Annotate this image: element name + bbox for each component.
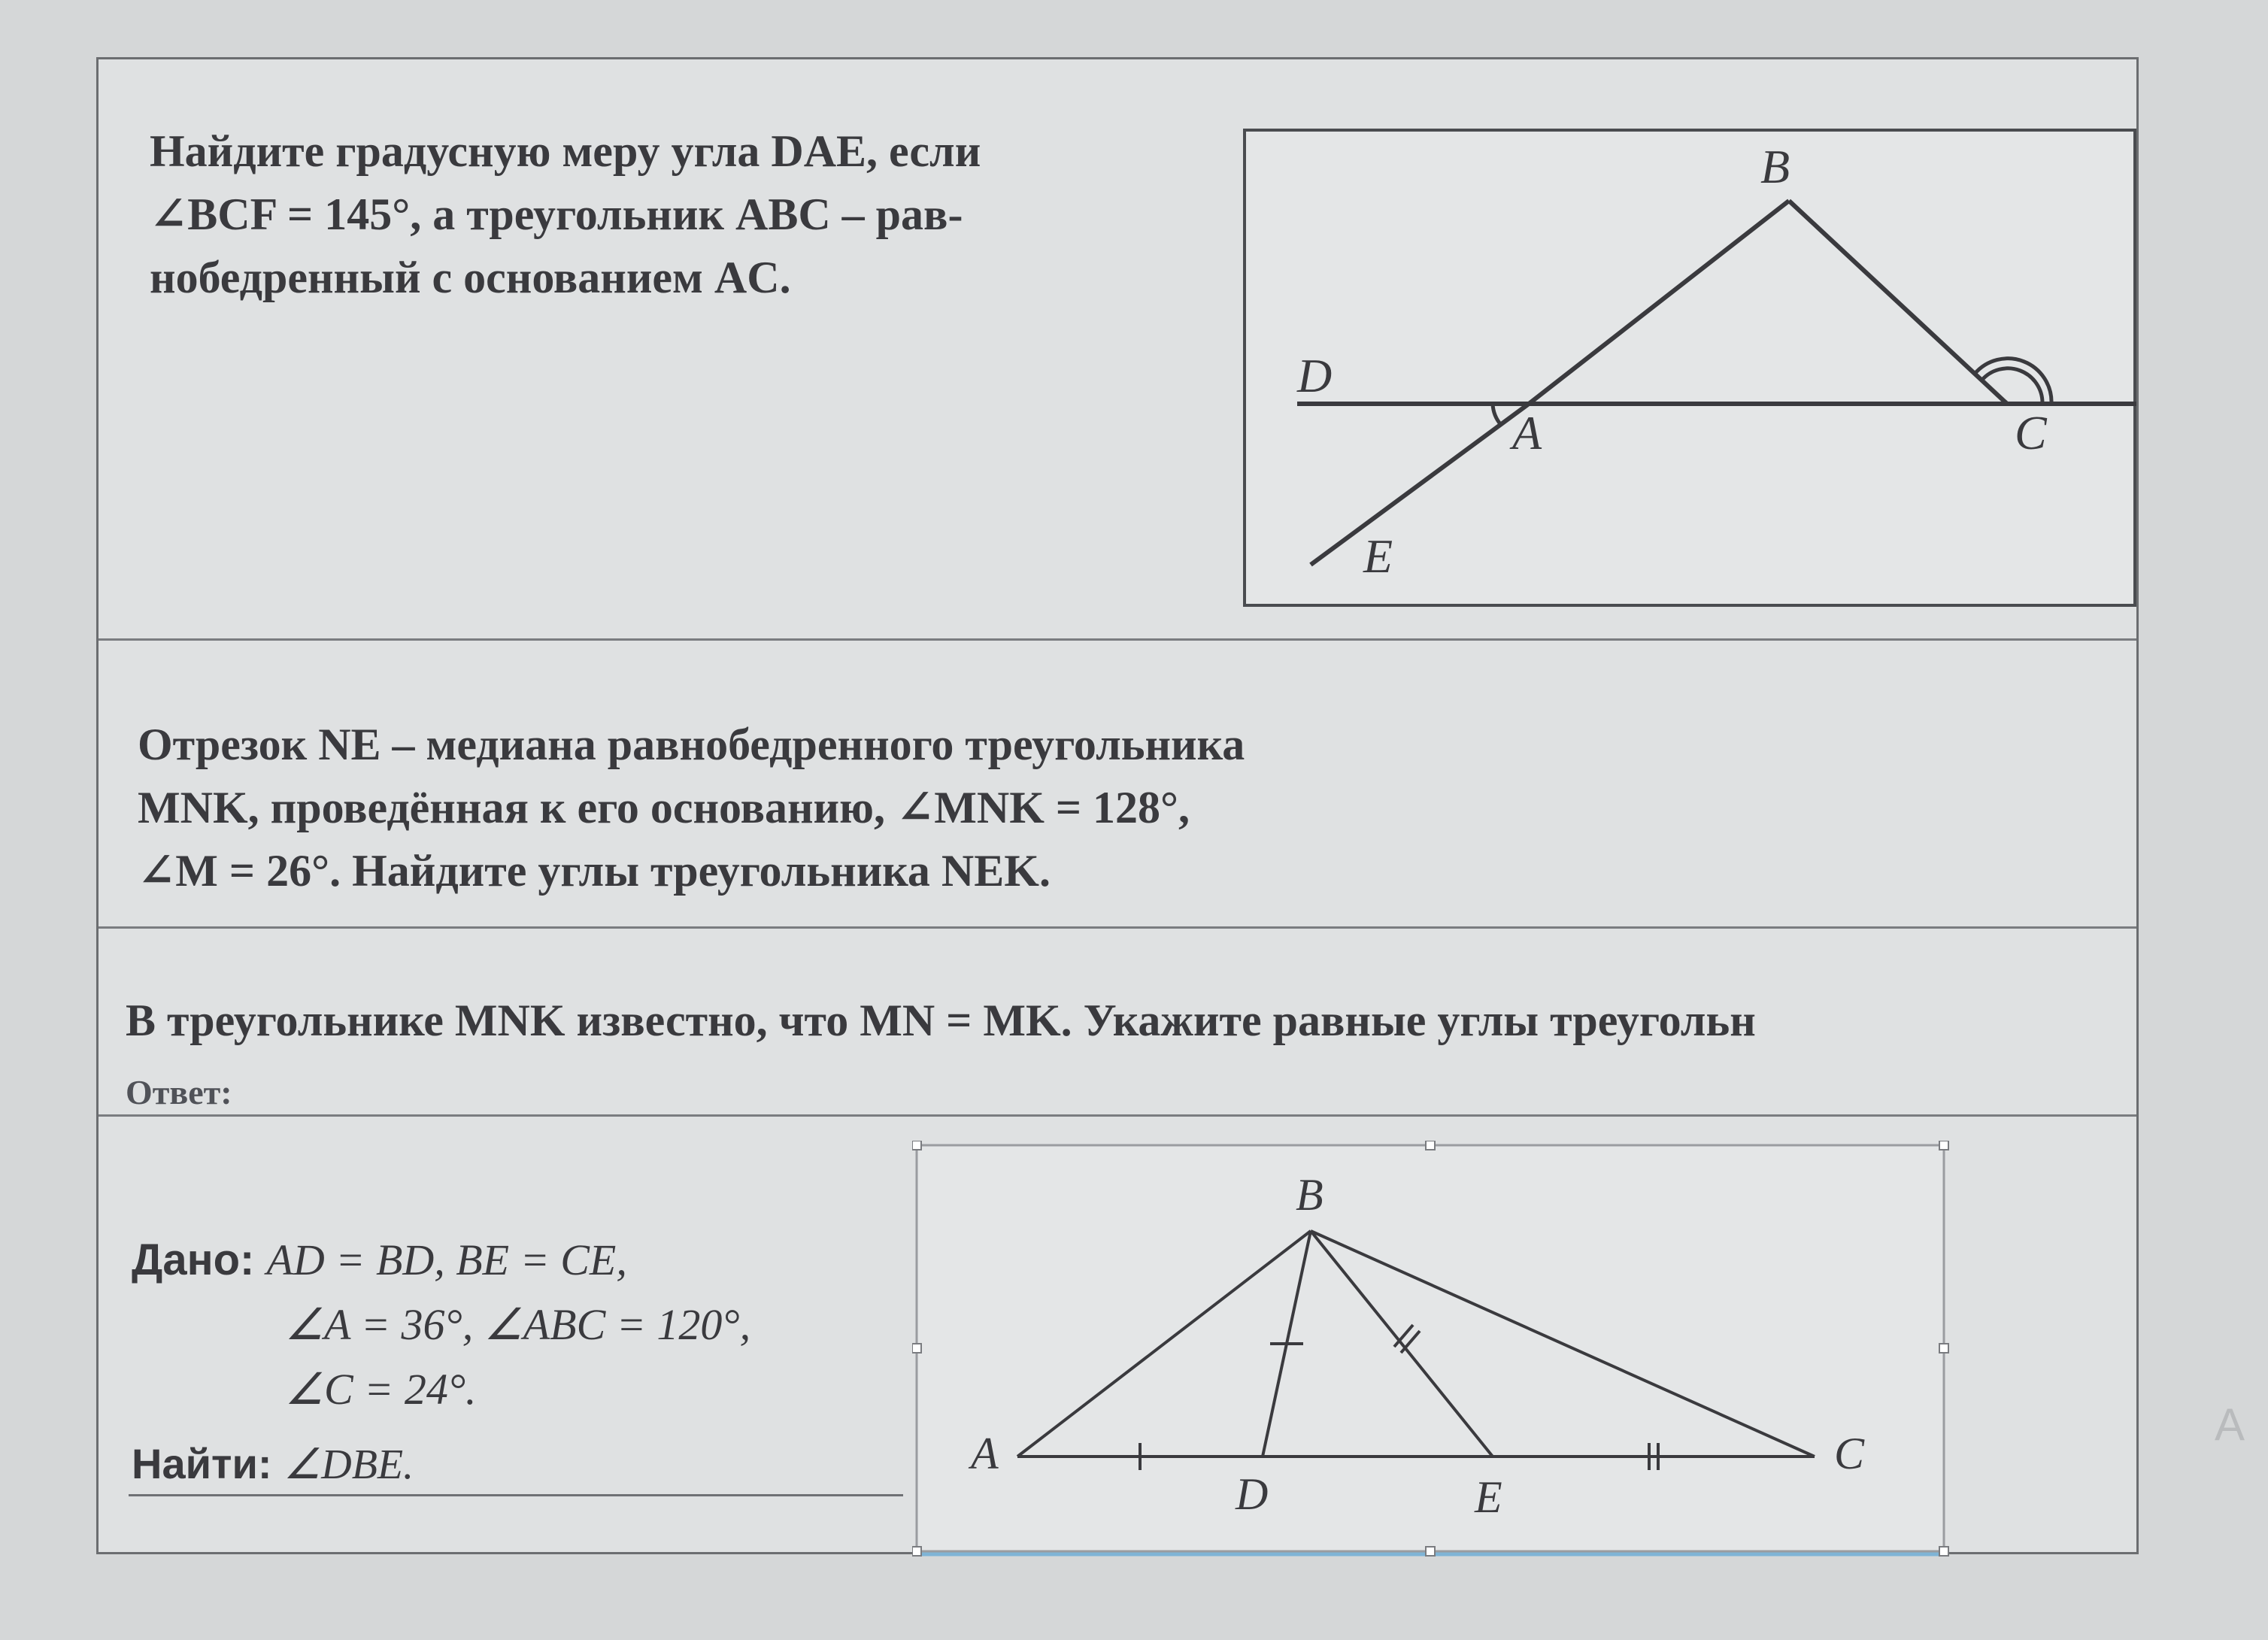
- task-3-cut-off-text: Ответ:: [126, 1073, 232, 1111]
- worksheet-table: [96, 57, 2139, 1554]
- label-e: E: [1475, 1472, 1502, 1522]
- label-b: B: [1760, 140, 1790, 193]
- task-1-row: [99, 59, 2136, 641]
- label-a: A: [1512, 406, 1542, 459]
- label-c: C: [1834, 1429, 1865, 1478]
- given-line-3: ∠C = 24°.: [285, 1365, 477, 1414]
- background-edge-text: A: [2215, 1399, 2245, 1450]
- task-2-text: [138, 713, 1612, 902]
- given-label: Дано:: [132, 1235, 255, 1284]
- given-line-1: AD = BD, BE = CE,: [266, 1235, 627, 1284]
- task-4-row: [99, 1117, 2136, 1550]
- find-block: [132, 1432, 414, 1496]
- task-2-line-2: MNK, проведённая к его основанию, ∠MNK = 128°,: [138, 783, 1190, 832]
- task-4-figure[interactable]: [912, 1141, 1950, 1562]
- task-1-line-1: Найдите градусную меру угла DAE, если: [150, 126, 981, 176]
- label-c: C: [2015, 406, 2047, 459]
- task-3-text: В треугольнике MNK известно, что MN = MK. Укажите равные углы треугольн: [126, 996, 1756, 1045]
- task-1-line-2: ∠BCF = 145°, а треугольник ABC – рав-: [150, 189, 963, 239]
- task-2-line-3: ∠M = 26°. Найдите углы треугольника NEK.: [138, 846, 1051, 896]
- task-1-text: [150, 120, 1263, 309]
- label-d: D: [1236, 1469, 1269, 1519]
- task-3-row: [99, 929, 2136, 1117]
- task-1-figure: [1243, 129, 2136, 607]
- label-a: A: [971, 1429, 999, 1478]
- given-line-2: ∠A = 36°, ∠ABC = 120°,: [285, 1300, 751, 1349]
- label-b: B: [1296, 1170, 1324, 1220]
- given-block: [132, 1228, 627, 1293]
- find-value: ∠DBE.: [284, 1441, 414, 1488]
- label-d: D: [1297, 349, 1333, 402]
- task-1-line-3: нобедренный с основанием AC.: [150, 253, 791, 302]
- task-2-row: [99, 641, 2136, 929]
- given-conditions: [285, 1293, 750, 1422]
- task-2-line-1: Отрезок NE – медиана равнобедренного треугольника: [138, 720, 1245, 769]
- label-e: E: [1363, 529, 1393, 583]
- find-label: Найти:: [132, 1440, 272, 1487]
